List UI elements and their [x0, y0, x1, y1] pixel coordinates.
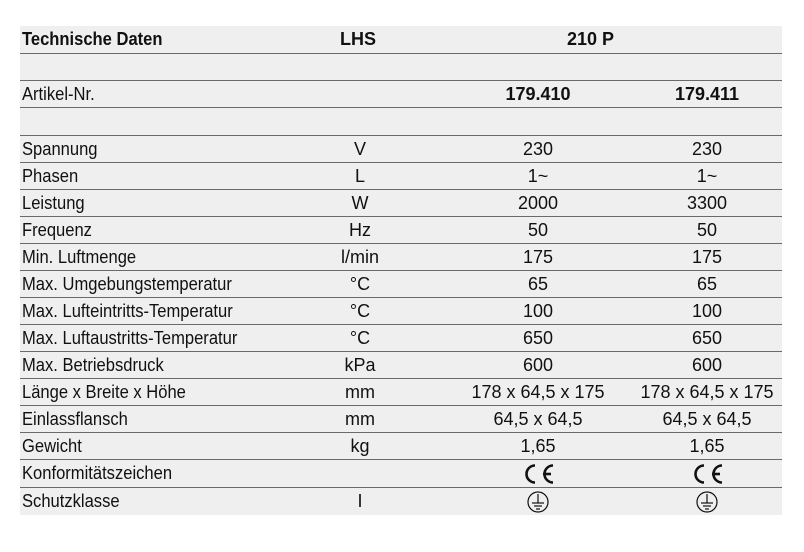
protective-earth-icon [526, 490, 550, 514]
artikel-label: Artikel-Nr. [22, 83, 95, 104]
row-label: Max. Lufteintritts-Temperatur [22, 300, 233, 321]
row-value-1: 600 [522, 354, 554, 375]
row-value-1: 1,65 [520, 435, 556, 456]
row-label: Einlassflansch [22, 408, 128, 429]
row-label: Gewicht [22, 435, 82, 456]
table-row [20, 432, 782, 459]
spacer-row [20, 107, 782, 135]
earth-cell-2 [632, 488, 782, 515]
ce-mark-icon [520, 462, 556, 486]
row-unit: mm [345, 381, 375, 402]
row-value-1: 175 [522, 246, 554, 267]
row-label: Max. Betriebsdruck [22, 354, 164, 375]
artikel-row [20, 80, 782, 107]
row-value-1: 650 [522, 327, 554, 348]
row-label: Leistung [22, 192, 85, 213]
row-unit: mm [345, 408, 375, 429]
table-row [20, 405, 782, 432]
row-unit: W [351, 192, 369, 213]
row-value-1: 230 [522, 138, 554, 159]
row-label: Min. Luftmenge [22, 246, 137, 267]
technical-data-table [20, 26, 782, 515]
row-value-2: 100 [691, 300, 723, 321]
row-value-2: 1~ [696, 165, 718, 186]
row-value-2: 50 [696, 219, 718, 240]
row-value-2: 650 [691, 327, 723, 348]
table-row [20, 243, 782, 270]
row-value-2: 65 [696, 273, 718, 294]
table-header-row [20, 26, 782, 53]
row-unit: V [353, 138, 366, 159]
row-label: Max. Umgebungstemperatur [22, 273, 232, 294]
artikel-value-2: 179.411 [674, 83, 740, 104]
row-value-1: 1~ [527, 165, 549, 186]
row-unit: °C [349, 327, 371, 348]
protective-earth-icon [695, 490, 719, 514]
schutzklasse-label: Schutzklasse [22, 491, 120, 511]
row-unit: l/min [340, 246, 379, 267]
row-unit: Hz [349, 219, 371, 240]
row-value-2: 1,65 [689, 435, 725, 456]
earth-cell-1 [444, 488, 632, 515]
row-value-2: 64,5 x 64,5 [662, 408, 752, 429]
row-value-1: 50 [527, 219, 549, 240]
row-label: Phasen [22, 165, 79, 186]
row-value-1: 65 [527, 273, 549, 294]
row-value-2: 600 [691, 354, 723, 375]
row-unit: °C [349, 300, 371, 321]
table-row [20, 189, 782, 216]
row-value-2: 178 x 64,5 x 175 [640, 381, 774, 402]
table-row [20, 135, 782, 162]
table-title: Technische Daten [22, 29, 163, 49]
row-value-1: 100 [522, 300, 554, 321]
ce-mark-cell-2 [632, 460, 782, 487]
row-label: Länge x Breite x Höhe [22, 381, 186, 402]
table-row [20, 216, 782, 243]
row-value-2: 230 [691, 138, 723, 159]
row-value-2: 175 [691, 246, 723, 267]
row-unit: L [354, 165, 365, 186]
column-header-lhs: LHS [340, 29, 376, 49]
row-value-2: 3300 [686, 192, 728, 213]
row-unit: kPa [344, 354, 376, 375]
artikel-value-1: 179.410 [505, 83, 571, 104]
table-row [20, 378, 782, 405]
table-row [20, 324, 782, 351]
konformitaet-row [20, 459, 782, 487]
ce-mark-cell-1 [444, 460, 632, 487]
row-unit: kg [350, 435, 370, 456]
ce-mark-icon [689, 462, 725, 486]
column-header-210p: 210 P [567, 29, 615, 49]
row-label: Frequenz [22, 219, 92, 240]
row-value-1: 64,5 x 64,5 [493, 408, 583, 429]
row-label: Max. Luftaustritts-Temperatur [22, 327, 238, 348]
schutzklasse-row [20, 487, 782, 515]
table-row [20, 270, 782, 297]
row-label: Spannung [22, 138, 98, 159]
spacer-row [20, 53, 782, 80]
row-value-1: 2000 [517, 192, 559, 213]
row-value-1: 178 x 64,5 x 175 [471, 381, 605, 402]
konformitaet-label: Konformitätszeichen [22, 463, 173, 483]
row-unit: °C [349, 273, 371, 294]
table-row [20, 162, 782, 189]
table-row [20, 351, 782, 378]
table-row [20, 297, 782, 324]
schutzklasse-unit: I [357, 491, 363, 511]
